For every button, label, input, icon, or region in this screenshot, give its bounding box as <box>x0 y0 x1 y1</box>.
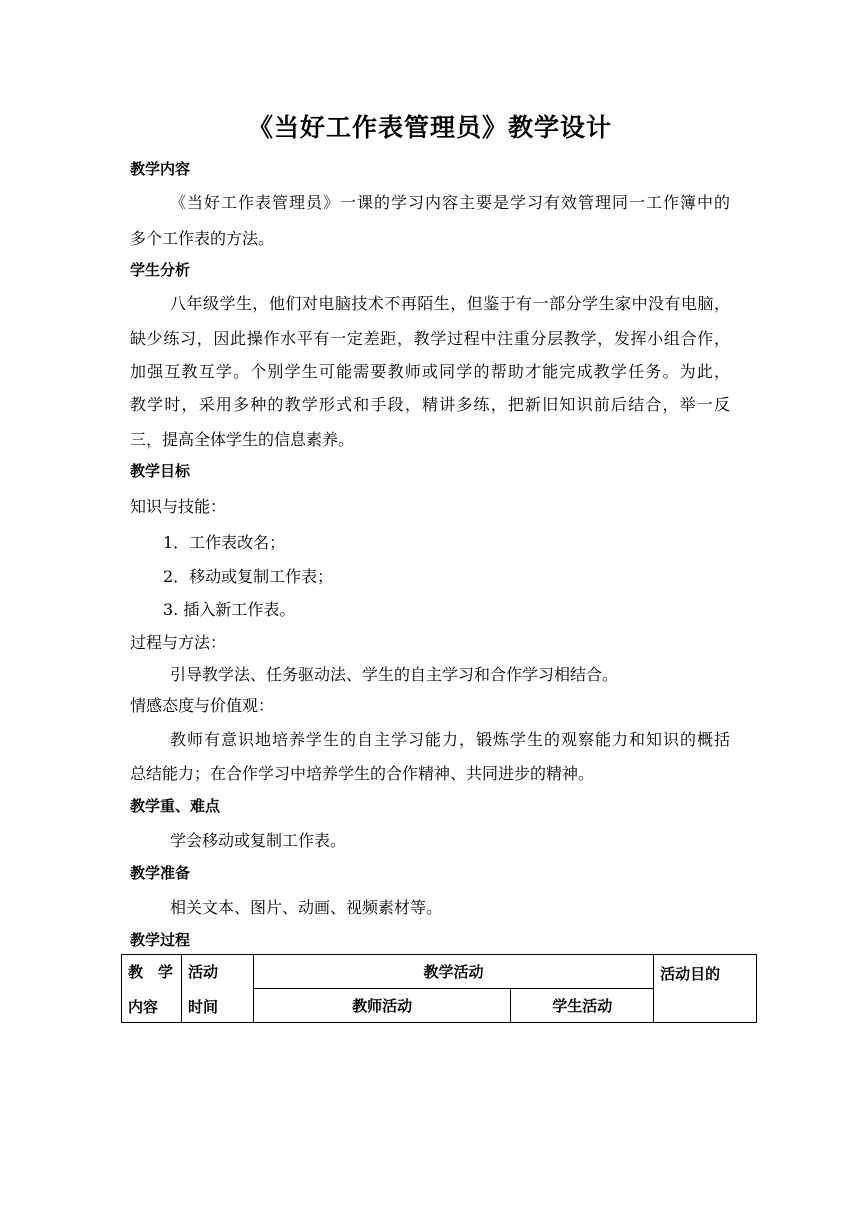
heading-teaching-goals: 教学目标 <box>130 462 191 480</box>
document-title: 《当好工作表管理员》教学设计 <box>247 113 612 142</box>
heading-teaching-content: 教学内容 <box>130 160 191 178</box>
process-method-label: 过程与方法： <box>130 633 227 652</box>
heading-key-points: 教学重、难点 <box>130 797 221 815</box>
content-line-2: 多个工作表的方法。 <box>130 229 275 248</box>
process-method-text: 引导教学法、任务驱动法、学生的自主学习和合作学习相结合。 <box>170 665 619 684</box>
process-table <box>121 954 757 1023</box>
header-teacher-activity: 教师活动 <box>253 989 511 1023</box>
header-teaching-activity: 教学活动 <box>253 955 653 989</box>
students-line-5: 三，提高全体学生的信息素养。 <box>130 430 355 449</box>
content-line-1: 《当好工作表管理员》一课的学习内容主要是学习有效管理同一工作簿中的 <box>170 193 730 212</box>
emotion-line-1: 教师有意识地培养学生的自主学习能力，锻炼学生的观察能力和知识的概括 <box>170 730 730 749</box>
emotion-line-2: 总结能力；在合作学习中培养学生的合作精神、共同进步的精神。 <box>130 764 595 783</box>
students-line-3: 加强互教互学。个别学生可能需要教师或同学的帮助才能完成教学任务。为此， <box>130 362 730 381</box>
table-header-row-1 <box>122 955 757 989</box>
header-activity-time-line-2: 时间 <box>187 997 218 1016</box>
knowledge-item-2: 2．移动或复制工作表； <box>163 567 334 586</box>
header-activity-time <box>181 955 253 1023</box>
heading-teaching-process: 教学过程 <box>130 931 191 949</box>
knowledge-label: 知识与技能： <box>130 497 227 516</box>
heading-student-analysis: 学生分析 <box>130 261 191 279</box>
header-activity-purpose: 活动目的 <box>654 955 757 1023</box>
header-teaching-content-line-1: 教 学 <box>128 962 174 981</box>
header-teaching-content <box>122 955 182 1023</box>
header-student-activity: 学生活动 <box>511 989 654 1023</box>
key-points-text: 学会移动或复制工作表。 <box>170 831 347 850</box>
heading-preparation: 教学准备 <box>130 864 191 882</box>
knowledge-item-3: 3. 插入新工作表。 <box>163 600 296 619</box>
header-teaching-content-line-2: 内容 <box>128 997 159 1016</box>
preparation-text: 相关文本、图片、动画、视频素材等。 <box>170 898 443 917</box>
students-line-1: 八年级学生，他们对电脑技术不再陌生，但鉴于有一部分学生家中没有电脑， <box>170 294 730 313</box>
students-line-4: 教学时，采用多种的教学形式和手段，精讲多练，把新旧知识前后结合，举一反 <box>130 395 730 414</box>
knowledge-item-1: 1．工作表改名； <box>163 533 286 552</box>
students-line-2: 缺少练习，因此操作水平有一定差距，教学过程中注重分层教学，发挥小组合作， <box>130 329 730 348</box>
emotion-label: 情感态度与价值观： <box>130 696 275 715</box>
header-activity-time-line-1: 活动 <box>187 962 218 981</box>
